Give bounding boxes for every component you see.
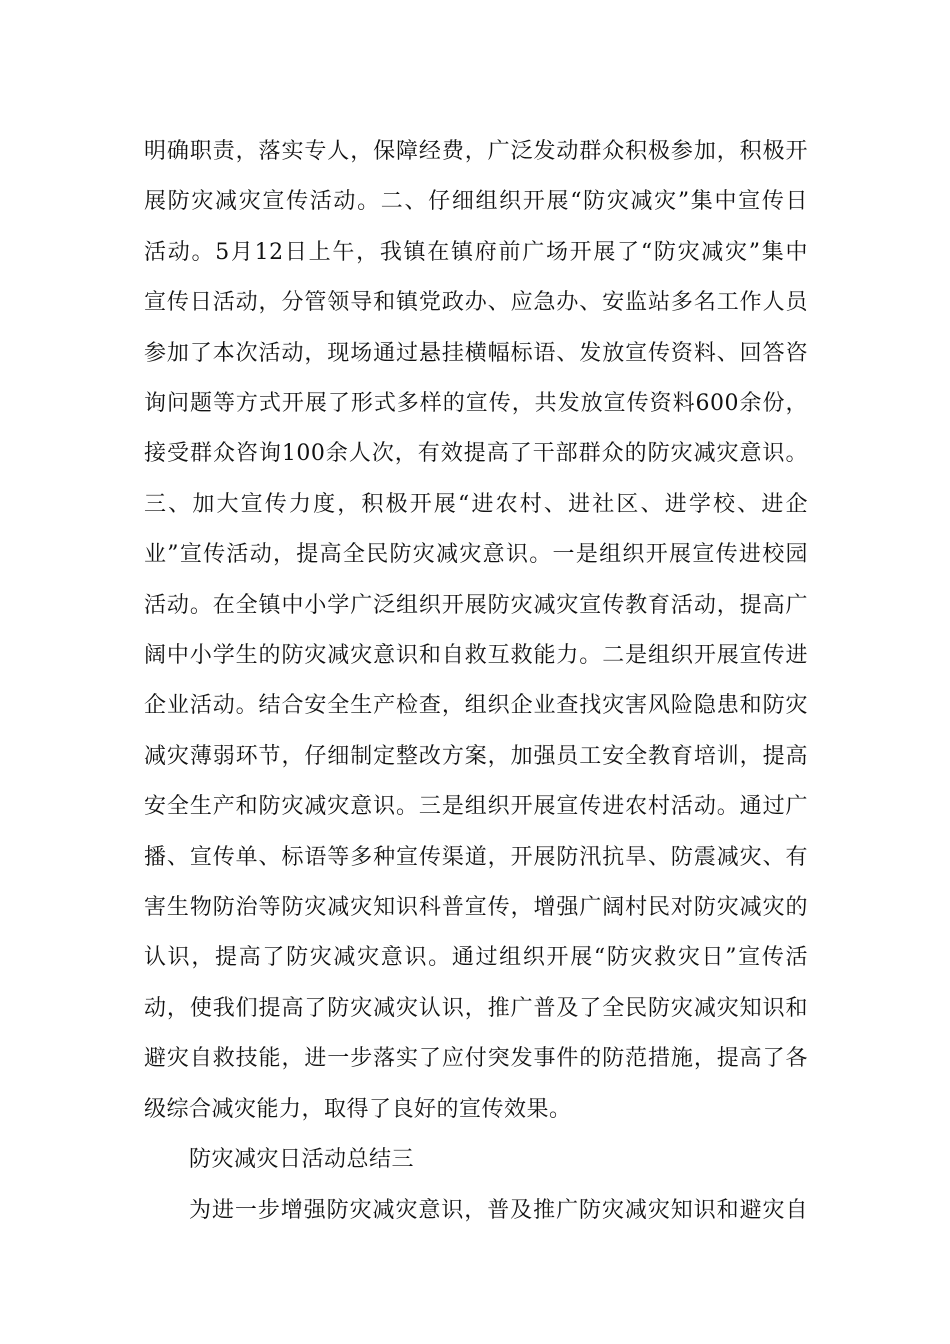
text-line: 避灾自救技能，进一步落实了应付突发事件的防范措施，提高了各 bbox=[144, 1046, 808, 1071]
text-line: 接受群众咨询100余人次，有效提高了干部群众的防灾减灾意识。 bbox=[144, 441, 808, 466]
text-line: 认识，提高了防灾减灾意识。通过组织开展“防灾救灾日”宣传活 bbox=[144, 945, 808, 970]
paragraph-first-line: 为进一步增强防灾减灾意识，普及推广防灾减灾知识和避灾自 bbox=[189, 1198, 808, 1223]
text-line: 减灾薄弱环节，仔细制定整改方案，加强员工安全教育培训，提高 bbox=[144, 744, 808, 769]
text-line: 明确职责，落实专人，保障经费，广泛发动群众积极参加，积极开 bbox=[144, 139, 808, 164]
text-line: 三、加大宣传力度，积极开展“进农村、进社区、进学校、进企 bbox=[144, 492, 808, 517]
text-line: 安全生产和防灾减灾意识。三是组织开展宣传进农村活动。通过广 bbox=[144, 794, 808, 819]
text-line: 动，使我们提高了防灾减灾认识，推广普及了全民防灾减灾知识和 bbox=[144, 996, 808, 1021]
text-line: 活动。在全镇中小学广泛组织开展防灾减灾宣传教育活动，提高广 bbox=[144, 593, 808, 618]
text-line: 企业活动。结合安全生产检查，组织企业查找灾害风险隐患和防灾 bbox=[144, 693, 808, 718]
text-line: 级综合减灾能力，取得了良好的宣传效果。 bbox=[144, 1097, 572, 1122]
text-line: 参加了本次活动，现场通过悬挂横幅标语、发放宣传资料、回答咨 bbox=[144, 341, 808, 366]
text-line: 业”宣传活动，提高全民防灾减灾意识。一是组织开展宣传进校园 bbox=[144, 542, 808, 567]
text-line: 害生物防治等防灾减灾知识科普宣传，增强广阔村民对防灾减灾的 bbox=[144, 895, 808, 920]
text-line: 阔中小学生的防灾减灾意识和自救互救能力。二是组织开展宣传进 bbox=[144, 643, 808, 668]
text-line: 活动。5月12日上午，我镇在镇府前广场开展了“防灾减灾”集中 bbox=[144, 240, 808, 265]
text-line: 询问题等方式开展了形式多样的宣传，共发放宣传资料600余份， bbox=[144, 391, 808, 416]
section-heading: 防灾减灾日活动总结三 bbox=[189, 1147, 415, 1172]
text-line: 宣传日活动，分管领导和镇党政办、应急办、安监站多名工作人员 bbox=[144, 290, 808, 315]
text-line: 展防灾减灾宣传活动。二、仔细组织开展“防灾减灾”集中宣传日 bbox=[144, 189, 808, 214]
text-line: 播、宣传单、标语等多种宣传渠道，开展防汛抗旱、防震减灾、有 bbox=[144, 845, 808, 870]
